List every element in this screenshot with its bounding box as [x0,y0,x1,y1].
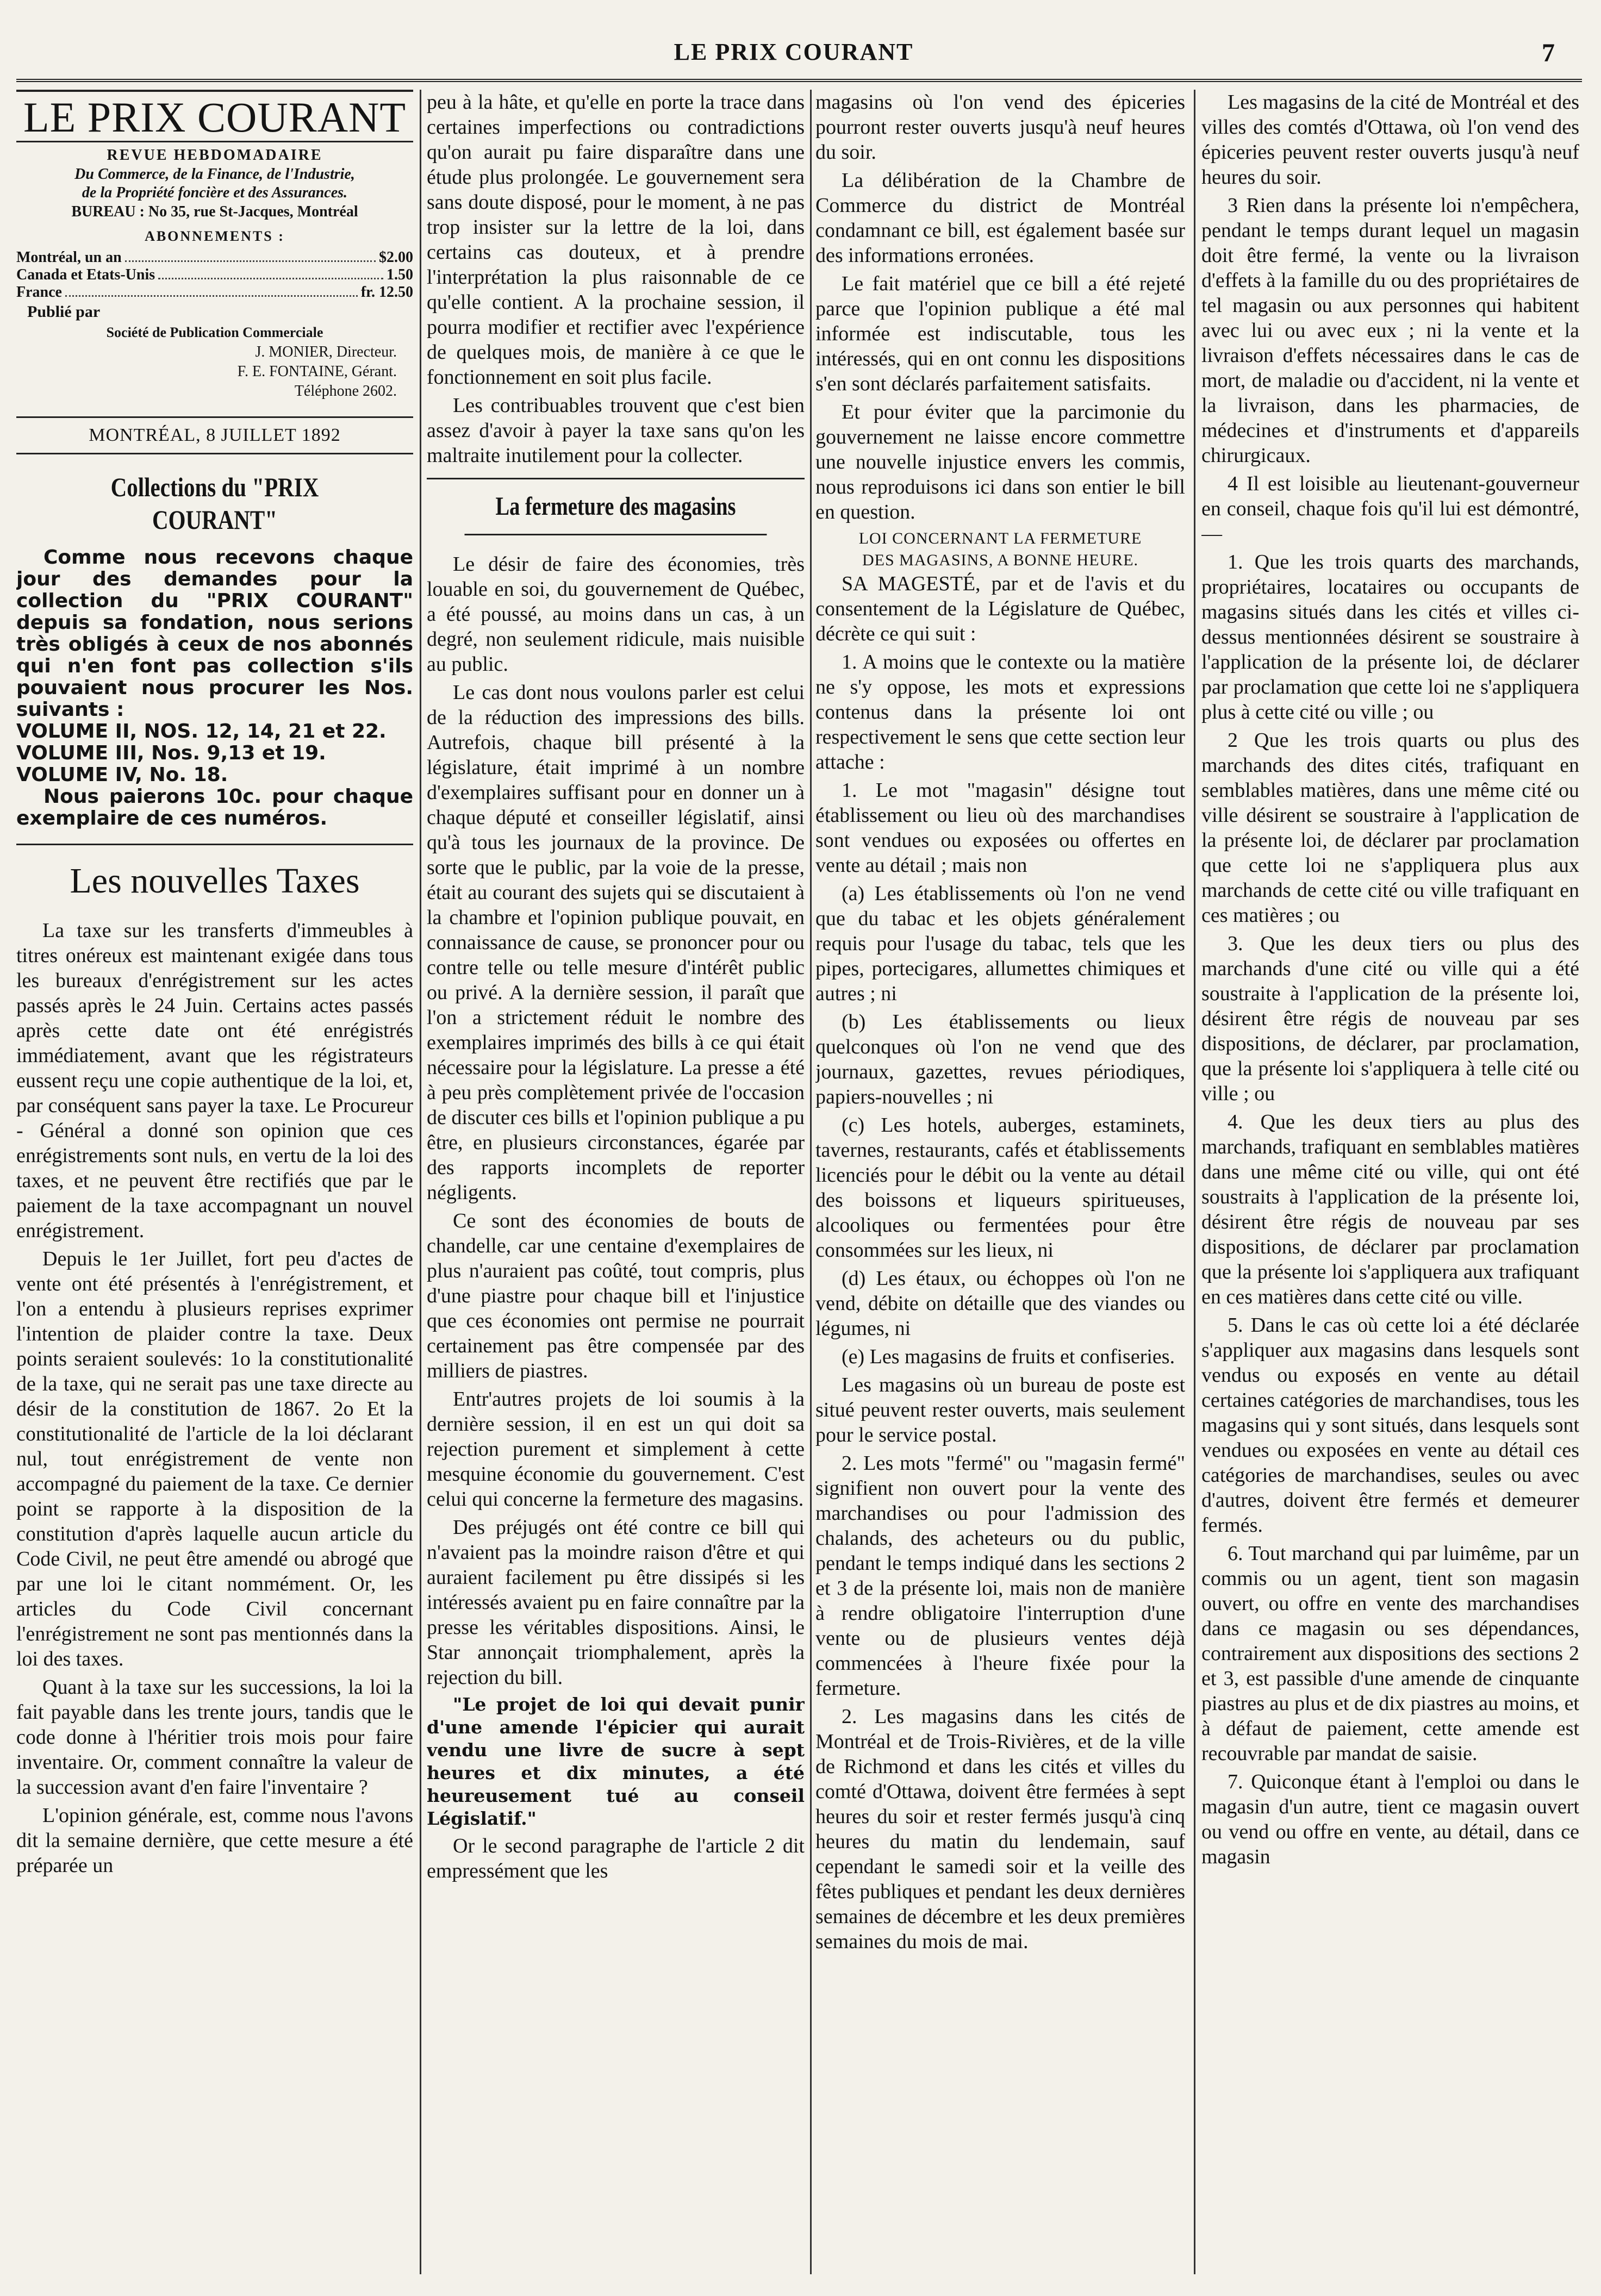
law-paragraph: 2. Les magasins dans les cités de Montréal et de Trois-Rivières, et de la ville de Richmond et dans les cités et villes du comté d'Ottawa, doivent être fermées à sept heures du soir et rester fermés jusqu'à cinq heures du matin du lendemain, sauf cependant le samedi soir et la veille des fêtes publiques et pendant les deux dernières semaines de décembre et les deux premières semaines du mois de mai. [815,1705,1185,1953]
law-paragraph: 7. Quiconque étant à l'emploi ou dans le magasin d'un autre, tient ce magasin ouvert ou vend ou offre en vente, au détail, dans ce magasin [1201,1770,1579,1868]
running-title: LE PRIX COURANT [674,39,914,65]
article-title-taxes: Les nouvelles Taxes [70,861,360,901]
subscription-price: 1.50 [387,266,413,283]
law-paragraph: (a) Les établissements où l'on ne vend que du tabac et les objets généralement requis pour l'usage du tabac, tels que les pipes, portecigares, allumettes chimiques et autres ; ni [815,882,1185,1005]
article-paragraph: Or le second paragraphe de l'article 2 dit empressément que les [427,1835,805,1882]
law-paragraph: (b) Les établissements ou lieux quelconques où l'on ne vend que des journaux, gazettes, revues périodiques, papiers-nouvelles ; ni [815,1010,1185,1108]
published-by: Publié par [27,303,101,321]
article-paragraph: Le cas dont nous voulons parler est celui de la réduction des impressions des bills. Autrefois, chaque bill présenté à la législature, était imprimé à un nombre d'exemplaires suffisant pour en donner un à chaque député et conseiller législatif, ainsi qu'à tous les journaux de la province. De sorte que le public, par la voie de la presse, était au courant des sujets qui se discutaient à la chambre et l'opinion publique pouvait, en connaissance de cause, se prononcer pour ou contre telle ou telle mesure d'intérêt public ou privé. A la dernière session, il paraît que l'on a strictement réduit le nombre des exemplaires imprimés des bills à ce qui était nécessaire pour la législature. La presse a été à peu près complètement privée de l'occasion de discuter ces bills et l'opinion publique a pu être, en plusieurs circonstances, égarée par des rapports incomplets de reporter négligents. [427,681,805,1204]
law-paragraph: Les magasins où un bureau de poste est situé peuvent rester ouverts, mais seulement pour le service postal. [815,1374,1185,1446]
subscription-place: France [16,284,62,301]
law-paragraph: 4 Il est loisible au lieutenant-gouverneur en conseil, chaque fois qu'il lui est démontré, — [1201,472,1579,545]
subscription-row [16,284,413,301]
subscriptions-heading: ABONNEMENTS : [145,228,285,244]
article-paragraph: Ce sont des économies de bouts de chandelle, car une centaine d'exemplaires de plus n'auraient pas coûté, tout compris, plus d'une piastre pour chaque bill et l'injustice que ces économies ont permise ne pourrait certainement pas être compensée par des milliers de piastres. [427,1209,805,1382]
collections-payment: Nous paierons 10c. pour chaque exemplaire de ces numéros. [16,785,413,829]
law-paragraph: 5. Dans le cas où cette loi a été déclarée s'appliquer aux magasins dans lesquels sont vendus ou exposés en vente au détail certaines catégories de marchandises, tous les magasins qui y sont situés, dans lesquels sont vendues ou exposées en vente au détail ces catégories de marchandises, seules ou avec d'autres, doivent être fermés et demeurer fermés. [1201,1314,1579,1537]
article-paragraph: La délibération de la Chambre de Commerce du district de Montréal condamnant ce bill, est également basée sur des informations erronées. [815,169,1185,267]
law-paragraph: 1. Le mot "magasin" désigne tout établissement ou lieu où des marchandises sont vendues ou exposées ou offertes en vente au détail ; mais non [815,779,1185,877]
law-heading: LOI CONCERNANT LA FERMETURE [858,529,1142,547]
law-paragraph: 4. Que les deux tiers au plus des marchands, trafiquant en semblables matières dans une même cité ou ville, qui ont été soustraits à l'application de la présente loi, désirent être régis de nouveau par ses dispositions, de déclarer par proclamation que la présente loi s'appliquera aux trafiquant en ces matières dans cette cité ou ville. [1201,1110,1579,1308]
article-paragraph: La taxe sur les transferts d'immeubles à titres onéreux est maintenant exigée dans tous les bureaux d'enrégistrement sur les actes passés après le 24 Juin. Certains actes passés après cette date ont été enrégistrés immédiatement, avant que les régistrateurs eussent reçu une copie authentique de la loi, et, par conséquent sans payer la taxe. Le Procureur - Général a donné son opinion que ces enrégistrements sont nuls, en vertu de la loi des taxes, et ne peuvent être rectifiés que par le paiement de la taxe accompagnant un nouvel enrégistrement. [16,919,413,1242]
page-number: 7 [1542,39,1555,67]
article-title-fermeture: La fermeture des magasins [465,490,767,535]
law-paragraph: SA MAGESTÉ, par et de l'avis et du consentement de la Législature de Québec, décrète ce qui suit : [815,572,1185,645]
article-paragraph: Entr'autres projets de loi soumis à la dernière session, il en est un qui doit sa rejection purement et simplement à cette mesquine économie du gouvernement. C'est celui qui concerne la fermeture des magasins. [427,1388,805,1511]
running-header [33,38,1555,76]
collections-volume: VOLUME III, Nos. 9,13 et 19. [16,742,326,764]
masthead-title: LE PRIX COURANT [16,90,413,142]
law-paragraph: 3 Rien dans la présente loi n'empêchera, pendant le temps durant lequel un magasin doit être fermé, la vente ou la livraison d'effets à la famille du ou des propriétaires de tel magasin ou aux personnes qui habitent avec lui ou avec eux ; ni la vente et la livraison d'effets nécessaires dans le cas de mort, de maladie ou d'accident, ni la vente et la livraison, dans les pharmacies, de médecines et d'instruments et d'appareils chirurgicaux. [1201,194,1579,467]
masthead-desc: de la Propriété foncière et des Assurances. [82,184,348,201]
subscription-price: $2.00 [379,249,413,266]
article-paragraph: Quant à la taxe sur les successions, la loi la fait payable dans les trente jours, tandis que le code donne à l'héritier trois mois pour faire inventaire. Or, comment connaître la valeur de la succession avant d'en faire l'inventaire ? [16,1676,413,1799]
column-2 [427,90,805,2274]
law-paragraph: 3. Que les deux tiers ou plus des marchands d'une cité ou ville qui a été soustraite à l'application de la présente loi, désirent être régis de nouveau par ses dispositions, de déclarer, par proclamation, que la présente loi s'appliquera à telle cité ou ville ; ou [1201,932,1579,1105]
article-paragraph: Des préjugés ont été contre ce bill qui n'avaient pas la moindre raison d'être et qui auraient facilement pu être dissipés si les intéressés avaient pu en faire connaître par la presse les véritables dispositions. Ainsi, le Star annonçait triomphalement, après la rejection du bill. [427,1516,805,1689]
column-rule [1194,90,1195,2274]
column-3 [815,90,1185,2274]
law-heading: DES MAGASINS, A BONNE HEURE. [862,551,1139,569]
article-paragraph: Les contribuables trouvent que c'est bien assez d'avoir à payer la taxe sans qu'on les maltraite inutilement pour la collecter. [427,394,805,467]
article-paragraph: peu à la hâte, et qu'elle en porte la trace dans certaines imperfections ou contradictions qu'on aurait pu faire disparaître dans une étude plus prolongée. Le gouvernement sera sans doute disposé, pour le moment, à ne pas trop insister sur la lettre de la loi, dans certains cas douteux, et à prendre l'interprétation la plus raisonnable de ce qu'elle contient. A la prochaine session, il pourra modifier et rectifier avec l'expérience de quelques mois, de manière à ce que le fonctionnement en soit plus facile. [427,91,805,389]
column-rule [420,90,421,2274]
collections-volume: VOLUME II, NOS. 12, 14, 21 et 22. [16,720,387,743]
article-paragraph: Depuis le 1er Juillet, fort peu d'actes de vente ont été présentés à l'enrégistrement, et l'on a entendu à plusieurs reprises exprimer l'intention de plaider contre la taxe. Deux points seraient soulevés: 1o la constitutionalité de la taxe, qui ne serait pas une taxe directe au désir de la constitution de 1867. 2o Et la constitutionalité de l'article de la loi déclarant nul, tout enrégistrement de vente non accompagné du paiement de la taxe. Ce dernier point se rapporte à la disposition de la constitution d'après laquelle aucun article du Code Civil, ne peut être amendé ou abrogé que par une loi le citant nommément. Or, les articles du Code Civil concernant l'enrégistrement ne sont pas mentionnés dans la loi des taxes. [16,1247,413,1670]
subscription-row [16,249,413,266]
header-rule [16,79,1582,82]
masthead-desc: Du Commerce, de la Finance, de l'Industrie, [74,166,355,183]
masthead-subtitle: REVUE HEBDOMADAIRE [107,147,323,164]
subscription-row [16,266,413,284]
article-paragraph: Et pour éviter que la parcimonie du gouvernement ne laisse encore commettre une nouvelle injustice envers les commis, nous reproduisons ici dans son entier le bill en question. [815,401,1185,523]
article-paragraph: Le fait matériel que ce bill a été rejeté parce que l'opinion publique a été mal informée est indiscutable, tous les intéressés, qui en ont connu les dispositions s'en sont déclarés parfaitement satisfaits. [815,272,1185,395]
article-paragraph: Le désir de faire des économies, très louable en soi, du gouvernement de Québec, a été poussé, au moins dans un cas, à un degré, non seulement ridicule, mais nuisible au public. [427,553,805,676]
law-paragraph: 2. Les mots "fermé" ou "magasin fermé" signifient non ouvert pour la vente des marchandises ou pour l'admission des chalands, des acheteurs ou du public, pendant le temps indiqué dans les sections 2 et 3 de la présente loi, mais non de manière à rendre obligatoire l'interruption d'une vente ou de plusieurs ventes déjà commencées à l'heure fixée pour la fermeture. [815,1452,1185,1700]
law-paragraph: 1. A moins que le contexte ou la matière ne s'y oppose, les mots et expressions contenus dans la présente loi ont respectivement le sens que cette section leur attache : [815,651,1185,773]
section-rule [427,478,805,479]
subscription-place: Montréal, un an [16,249,122,266]
director: J. MONIER, Directeur. [255,344,397,360]
column-4 [1201,90,1579,2274]
law-paragraph: 1. Que les trois quarts des marchands, propriétaires, locataires ou occupants de magasins situés dans les cités et villes ci-dessus mentionnées désirent se soustraire à l'application de la présente loi, de déclarer par proclamation que cette loi ne s'appliquera plus à cette cité ou ville ; ou [1201,551,1579,723]
dateline: MONTRÉAL, 8 JUILLET 1892 [16,416,413,454]
law-paragraph: (d) Les étaux, ou échoppes où l'on ne vend, débite on détaille que des viandes ou légumes, ni [815,1267,1185,1340]
article-paragraph: L'opinion générale, est, comme nous l'avons dit la semaine dernière, que cette mesure a été préparée un [16,1804,413,1877]
publisher-name: Société de Publication Commerciale [106,325,323,340]
subscription-price: fr. 12.50 [360,284,413,301]
collections-heading: Collections du "PRIX COURANT" [110,472,319,535]
law-paragraph: (c) Les hotels, auberges, estaminets, tavernes, restaurants, cafés et établissements licenciés pour le débit ou la vente au détail des boissons et liqueurs spiritueuses, alcooliques ou fermentées pour être consommées sur les lieux, ni [815,1114,1185,1262]
collections-body: Comme nous recevons chaque jour des demandes pour la collection du "PRIX COURANT" depuis sa fondation, nous serions très obligés à ceux de nos abonnés qui n'en font pas collection s'ils pouvaient nous procurer les Nos. suivants : [16,546,413,721]
quoted-text: "Le projet de loi qui devait punir d'une amende l'épicier qui aurait vendu une livre de sucre à sept heures et dix minutes, a été heureusement tué au conseil Législatif." [427,1694,805,1829]
law-paragraph: 6. Tout marchand qui par luimême, par un commis ou un agent, tient son magasin ouvert, ou offre en vente des marchandises dans ce magasin ou ses dépendances, contrairement aux dispositions des sections 2 et 3, est passible d'une amende de cinquante piastres au plus et de dix piastres au moins, et à défaut de paiement, cette amende est recouvrable par mandat de saisie. [1201,1542,1579,1765]
subscription-place: Canada et Etats-Unis [16,266,155,283]
law-paragraph: 2 Que les trois quarts ou plus des marchands des dites cités, trafiquant en semblables matières, dans une même cité ou ville désirent se soustraire à l'application de la présente loi, de déclarer par proclamation que cette loi ne s'appliquera plus aux marchands de cette cité ou ville trafiquant en ces matières ; ou [1201,729,1579,927]
law-paragraph: Les magasins de la cité de Montréal et des villes des comtés d'Ottawa, où l'on vend des épiceries peuvent rester ouverts jusqu'à neuf heures du soir. [1201,91,1579,189]
section-rule [16,844,413,845]
telephone: Téléphone 2602. [294,383,397,400]
manager: F. E. FONTAINE, Gérant. [237,363,397,380]
masthead-bureau: BUREAU : No 35, rue St-Jacques, Montréal [71,203,358,220]
column-1 [16,90,413,2274]
collections-volume: VOLUME IV, No. 18. [16,764,228,786]
law-paragraph: (e) Les magasins de fruits et confiseries. [842,1345,1175,1368]
article-paragraph: magasins où l'on vend des épiceries pourront rester ouverts jusqu'à neuf heures du soir. [815,91,1185,164]
column-rule [810,90,812,2274]
